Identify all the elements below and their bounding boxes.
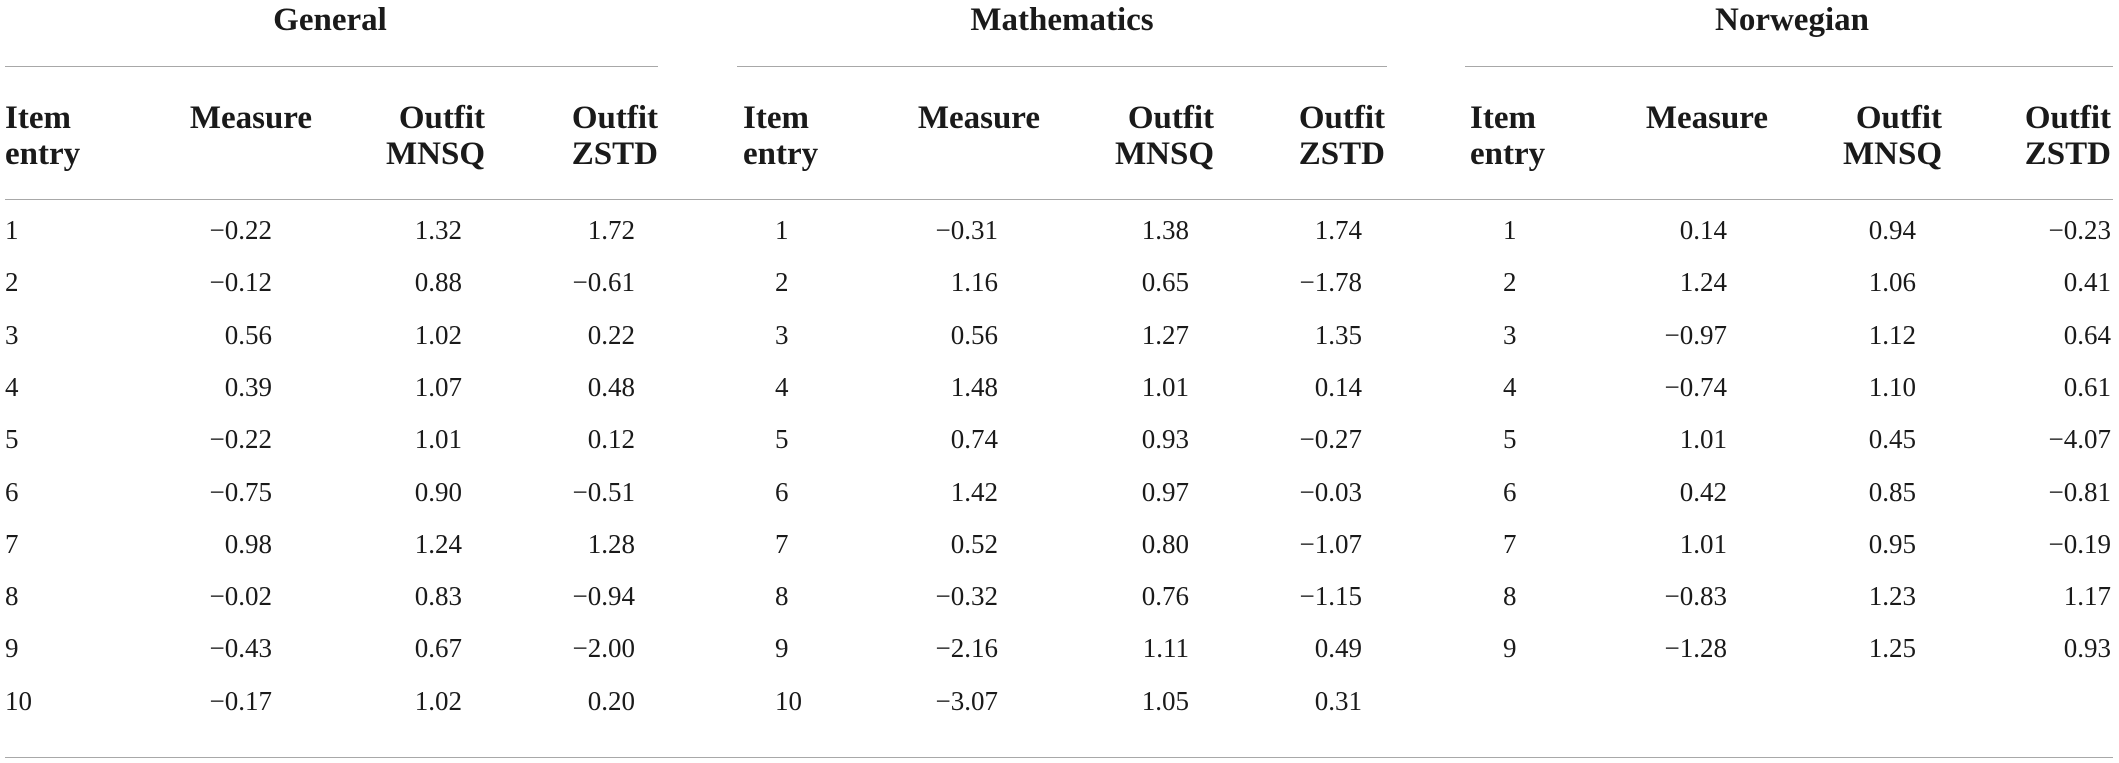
- general-measure-cell: −0.43: [209, 633, 272, 663]
- group-title-norwegian: Norwegian: [1715, 2, 1869, 38]
- group-rule-mathematics: [737, 66, 1387, 67]
- norwegian-measure-cell: 1.24: [1679, 267, 1727, 297]
- general-measure-cell: −0.17: [209, 686, 272, 716]
- mathematics-measure-cell: 1.48: [950, 372, 998, 402]
- general-measure-cell: 0.98: [224, 529, 272, 559]
- norwegian-item-entry-cell: 4: [1503, 372, 1517, 402]
- norwegian-item-entry-cell: 8: [1503, 581, 1517, 611]
- header-outfit-mnsq-norwegian: [1843, 100, 1942, 172]
- header-outfit-zstd-norwegian: [2025, 100, 2111, 172]
- header-outfit-mnsq-general: [386, 100, 485, 172]
- general-outfit-mnsq-cell: 1.02: [414, 686, 462, 716]
- general-outfit-zstd-cell: 0.22: [587, 320, 635, 350]
- mathematics-measure-cell: 1.42: [950, 477, 998, 507]
- mathematics-measure-cell: −2.16: [935, 633, 998, 663]
- norwegian-measure-cell: −1.28: [1664, 633, 1727, 663]
- header-item-entry-norwegian-line-1: Item: [1470, 100, 1536, 136]
- general-item-entry-cell: 8: [5, 581, 19, 611]
- norwegian-measure-cell: 1.01: [1679, 424, 1727, 454]
- general-outfit-mnsq-cell: 1.32: [414, 215, 462, 245]
- norwegian-item-entry-cell: 6: [1503, 477, 1517, 507]
- header-measure-mathematics-line-1: Measure: [917, 100, 1040, 136]
- norwegian-measure-cell: −0.97: [1664, 320, 1727, 350]
- mathematics-item-entry-cell: 5: [775, 424, 789, 454]
- general-outfit-mnsq-cell: 0.67: [414, 633, 462, 663]
- header-item-entry-mathematics: [743, 100, 818, 172]
- general-item-entry-cell: 1: [5, 215, 19, 245]
- mathematics-outfit-mnsq-cell: 0.93: [1141, 424, 1189, 454]
- group-title-mathematics: Mathematics: [970, 2, 1154, 38]
- mathematics-item-entry-cell: 10: [775, 686, 802, 716]
- norwegian-outfit-zstd-cell: 0.41: [2063, 267, 2111, 297]
- norwegian-outfit-mnsq-cell: 1.25: [1868, 633, 1916, 663]
- general-item-entry-cell: 10: [5, 686, 32, 716]
- general-outfit-mnsq-cell: 1.24: [414, 529, 462, 559]
- general-outfit-mnsq-cell: 0.83: [414, 581, 462, 611]
- general-outfit-zstd-cell: −0.61: [572, 267, 635, 297]
- norwegian-outfit-zstd-cell: 0.64: [2063, 320, 2111, 350]
- mathematics-outfit-zstd-cell: 0.49: [1314, 633, 1362, 663]
- mathematics-measure-cell: −0.32: [935, 581, 998, 611]
- header-outfit-mnsq-norwegian-line-1: Outfit: [1855, 100, 1942, 136]
- mathematics-outfit-zstd-cell: 0.14: [1314, 372, 1362, 402]
- mathematics-item-entry-cell: 8: [775, 581, 789, 611]
- norwegian-item-entry-cell: 3: [1503, 320, 1517, 350]
- header-outfit-zstd-general: [572, 100, 658, 172]
- general-outfit-mnsq-cell: 1.02: [414, 320, 462, 350]
- header-outfit-mnsq-mathematics-line-1: Outfit: [1127, 100, 1214, 136]
- general-outfit-mnsq-cell: 1.07: [414, 372, 462, 402]
- norwegian-outfit-mnsq-cell: 0.95: [1868, 529, 1916, 559]
- header-outfit-zstd-general-line-2: ZSTD: [571, 136, 658, 172]
- mathematics-measure-cell: 0.52: [950, 529, 998, 559]
- norwegian-outfit-mnsq-cell: 0.94: [1868, 215, 1916, 245]
- header-measure-norwegian: [1646, 100, 1768, 136]
- mathematics-measure-cell: 0.56: [950, 320, 998, 350]
- header-outfit-mnsq-general-line-1: Outfit: [398, 100, 485, 136]
- header-outfit-mnsq-mathematics: [1115, 100, 1214, 172]
- header-outfit-zstd-mathematics-line-1: Outfit: [1298, 100, 1385, 136]
- mathematics-item-entry-cell: 7: [775, 529, 789, 559]
- mathematics-item-entry-cell: 3: [775, 320, 789, 350]
- general-item-entry-cell: 2: [5, 267, 19, 297]
- norwegian-measure-cell: 0.14: [1679, 215, 1727, 245]
- mathematics-outfit-mnsq-cell: 0.97: [1141, 477, 1189, 507]
- mathematics-outfit-zstd-cell: 0.31: [1314, 686, 1362, 716]
- bottom-rule: [5, 757, 2113, 758]
- norwegian-item-entry-cell: 1: [1503, 215, 1517, 245]
- general-measure-cell: −0.12: [209, 267, 272, 297]
- group-title-general: General: [273, 2, 387, 38]
- norwegian-outfit-mnsq-cell: 1.23: [1868, 581, 1916, 611]
- mathematics-outfit-mnsq-cell: 0.65: [1141, 267, 1189, 297]
- general-outfit-zstd-cell: 0.20: [587, 686, 635, 716]
- mathematics-measure-cell: −0.31: [935, 215, 998, 245]
- general-measure-cell: −0.02: [209, 581, 272, 611]
- header-outfit-mnsq-norwegian-line-2: MNSQ: [1843, 136, 1942, 172]
- mathematics-outfit-mnsq-cell: 1.05: [1141, 686, 1189, 716]
- mathematics-outfit-mnsq-cell: 1.01: [1141, 372, 1189, 402]
- mathematics-measure-cell: −3.07: [935, 686, 998, 716]
- mathematics-outfit-zstd-cell: 1.74: [1314, 215, 1362, 245]
- header-outfit-zstd-mathematics: [1299, 100, 1385, 172]
- norwegian-measure-cell: −0.74: [1664, 372, 1727, 402]
- general-item-entry-cell: 9: [5, 633, 19, 663]
- header-outfit-zstd-norwegian-line-2: ZSTD: [2024, 136, 2111, 172]
- general-outfit-zstd-cell: 1.28: [587, 529, 635, 559]
- norwegian-outfit-mnsq-cell: 0.85: [1868, 477, 1916, 507]
- mathematics-outfit-mnsq-cell: 1.38: [1141, 215, 1189, 245]
- general-item-entry-cell: 3: [5, 320, 19, 350]
- header-item-entry-general: [5, 100, 80, 172]
- norwegian-outfit-mnsq-cell: 1.06: [1868, 267, 1916, 297]
- header-item-entry-norwegian-line-2: entry: [1470, 136, 1546, 172]
- norwegian-item-entry-cell: 2: [1503, 267, 1517, 297]
- norwegian-item-entry-cell: 5: [1503, 424, 1517, 454]
- general-outfit-mnsq-cell: 0.90: [414, 477, 462, 507]
- header-measure-general-line-1: Measure: [189, 100, 312, 136]
- mathematics-outfit-mnsq-cell: 1.27: [1141, 320, 1189, 350]
- mathematics-outfit-zstd-cell: 1.35: [1314, 320, 1362, 350]
- mathematics-measure-cell: 0.74: [950, 424, 998, 454]
- norwegian-measure-cell: −0.83: [1664, 581, 1727, 611]
- group-rule-norwegian: [1465, 66, 2113, 67]
- norwegian-outfit-zstd-cell: −0.23: [2048, 215, 2111, 245]
- norwegian-item-entry-cell: 9: [1503, 633, 1517, 663]
- mathematics-item-entry-cell: 1: [775, 215, 789, 245]
- general-item-entry-cell: 7: [5, 529, 19, 559]
- header-item-entry-general-line-2: entry: [5, 136, 81, 172]
- norwegian-outfit-mnsq-cell: 1.12: [1868, 320, 1916, 350]
- general-outfit-zstd-cell: 0.12: [587, 424, 635, 454]
- general-outfit-zstd-cell: −0.94: [572, 581, 635, 611]
- general-outfit-zstd-cell: −2.00: [572, 633, 635, 663]
- general-measure-cell: 0.56: [224, 320, 272, 350]
- general-measure-cell: −0.22: [209, 424, 272, 454]
- norwegian-measure-cell: 0.42: [1679, 477, 1727, 507]
- header-outfit-mnsq-mathematics-line-2: MNSQ: [1115, 136, 1214, 172]
- mathematics-item-entry-cell: 4: [775, 372, 789, 402]
- general-outfit-zstd-cell: 1.72: [587, 215, 635, 245]
- header-item-entry-general-line-1: Item: [5, 100, 71, 136]
- general-measure-cell: −0.75: [209, 477, 272, 507]
- header-outfit-mnsq-general-line-2: MNSQ: [386, 136, 485, 172]
- mathematics-outfit-zstd-cell: −0.03: [1299, 477, 1362, 507]
- mathematics-outfit-zstd-cell: −0.27: [1299, 424, 1362, 454]
- norwegian-outfit-zstd-cell: 1.17: [2063, 581, 2111, 611]
- header-outfit-zstd-mathematics-line-2: ZSTD: [1298, 136, 1385, 172]
- general-outfit-mnsq-cell: 1.01: [414, 424, 462, 454]
- norwegian-outfit-zstd-cell: −4.07: [2048, 424, 2111, 454]
- mathematics-outfit-zstd-cell: −1.15: [1299, 581, 1362, 611]
- header-measure-mathematics: [918, 100, 1040, 136]
- mathematics-measure-cell: 1.16: [950, 267, 998, 297]
- header-measure-general: [190, 100, 312, 136]
- norwegian-outfit-zstd-cell: −0.19: [2048, 529, 2111, 559]
- general-measure-cell: 0.39: [224, 372, 272, 402]
- norwegian-outfit-zstd-cell: 0.61: [2063, 372, 2111, 402]
- mathematics-outfit-mnsq-cell: 1.11: [1142, 633, 1189, 663]
- header-item-entry-norwegian: [1470, 100, 1545, 172]
- mathematics-item-entry-cell: 2: [775, 267, 789, 297]
- general-item-entry-cell: 4: [5, 372, 19, 402]
- norwegian-item-entry-cell: 7: [1503, 529, 1517, 559]
- mathematics-outfit-zstd-cell: −1.78: [1299, 267, 1362, 297]
- header-rule: [5, 199, 2113, 200]
- norwegian-outfit-zstd-cell: −0.81: [2048, 477, 2111, 507]
- header-outfit-zstd-norwegian-line-1: Outfit: [2024, 100, 2111, 136]
- norwegian-outfit-mnsq-cell: 1.10: [1868, 372, 1916, 402]
- norwegian-measure-cell: 1.01: [1679, 529, 1727, 559]
- group-rule-general: [5, 66, 658, 67]
- header-item-entry-mathematics-line-2: entry: [743, 136, 819, 172]
- mathematics-outfit-mnsq-cell: 0.76: [1141, 581, 1189, 611]
- general-outfit-mnsq-cell: 0.88: [414, 267, 462, 297]
- mathematics-item-entry-cell: 6: [775, 477, 789, 507]
- mathematics-item-entry-cell: 9: [775, 633, 789, 663]
- header-measure-norwegian-line-1: Measure: [1645, 100, 1768, 136]
- general-outfit-zstd-cell: 0.48: [587, 372, 635, 402]
- header-item-entry-mathematics-line-1: Item: [743, 100, 809, 136]
- general-item-entry-cell: 5: [5, 424, 19, 454]
- general-measure-cell: −0.22: [209, 215, 272, 245]
- header-outfit-zstd-general-line-1: Outfit: [571, 100, 658, 136]
- general-item-entry-cell: 6: [5, 477, 19, 507]
- mathematics-outfit-zstd-cell: −1.07: [1299, 529, 1362, 559]
- norwegian-outfit-mnsq-cell: 0.45: [1868, 424, 1916, 454]
- general-outfit-zstd-cell: −0.51: [572, 477, 635, 507]
- mathematics-outfit-mnsq-cell: 0.80: [1141, 529, 1189, 559]
- norwegian-outfit-zstd-cell: 0.93: [2063, 633, 2111, 663]
